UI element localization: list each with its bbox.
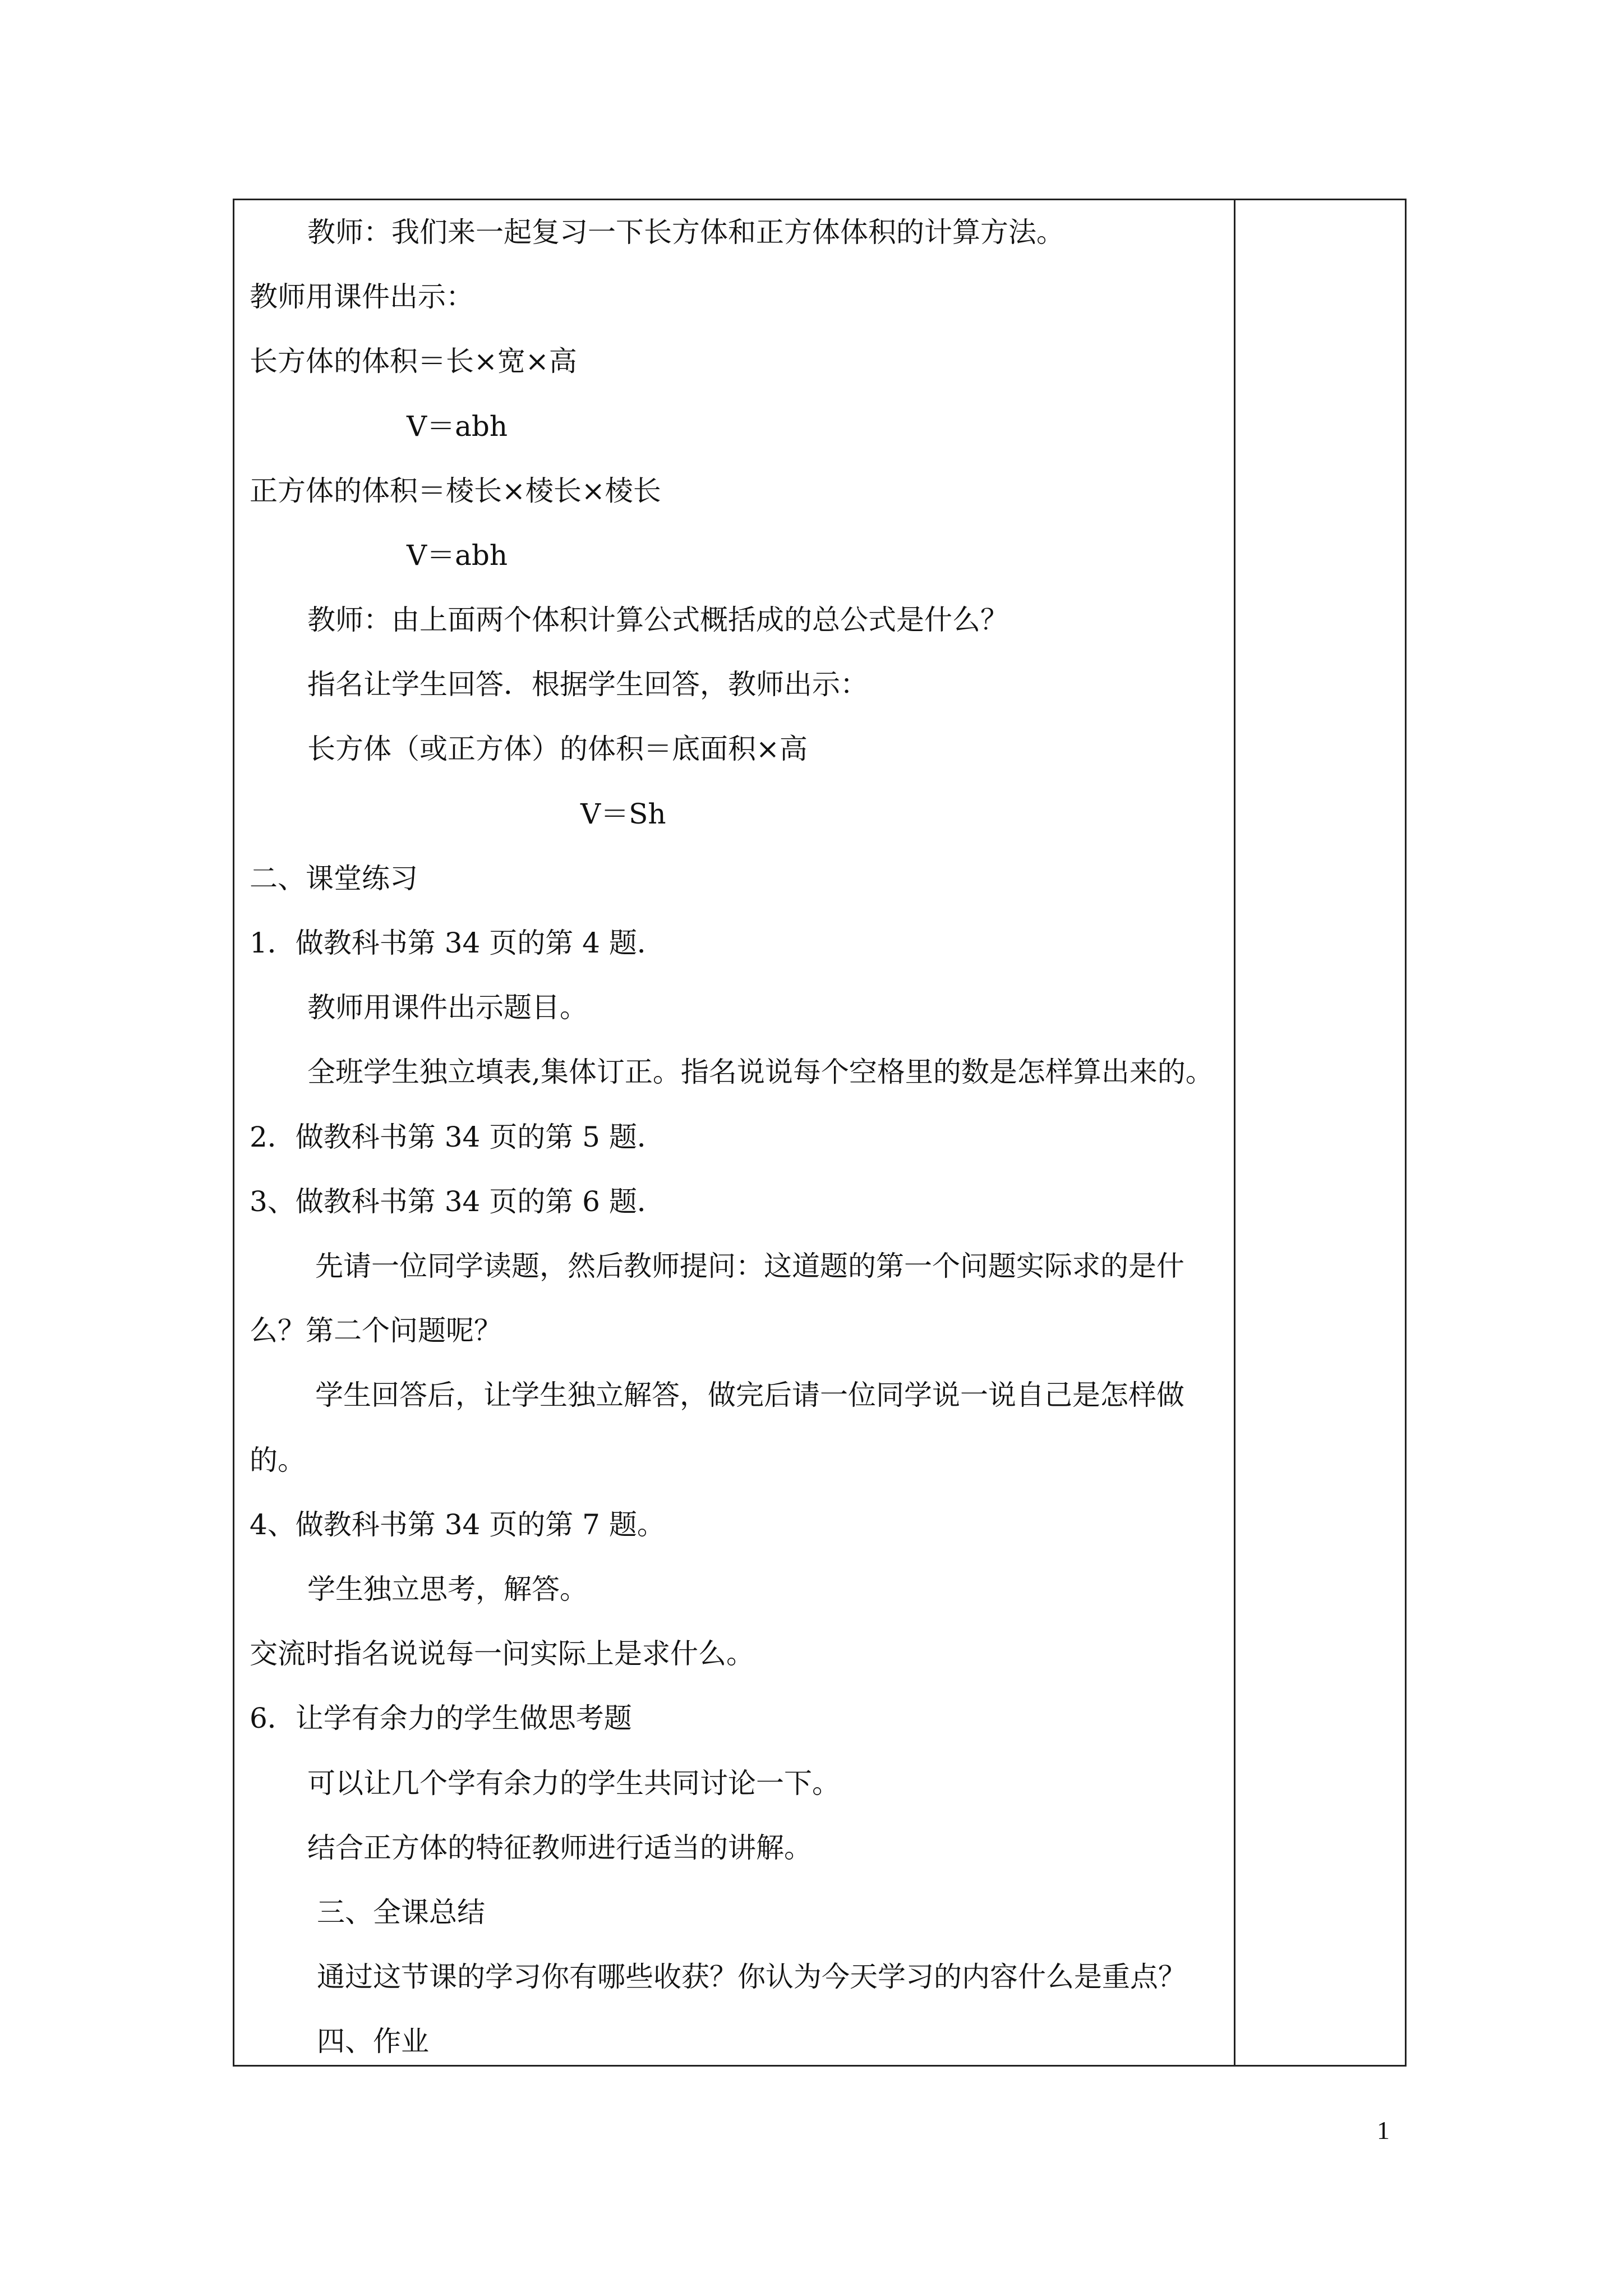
section-heading: 二、课堂练习 xyxy=(250,862,418,895)
text-line: 么？第二个问题呢？ xyxy=(250,1314,502,1347)
section-heading: 三、全课总结 xyxy=(317,1896,485,1929)
exercise-item: 4、做教科书第 34 页的第 7 题。 xyxy=(250,1508,665,1541)
text-line: 指名让学生回答．根据学生回答，教师出示： xyxy=(307,668,868,701)
text-line: 先请一位同学读题，然后教师提问：这道题的第一个问题实际求的是什 xyxy=(315,1250,1184,1282)
text-line: 学生回答后，让学生独立解答，做完后请一位同学说一说自己是怎样做 xyxy=(315,1379,1184,1411)
text-line: 通过这节课的学习你有哪些收获？你认为今天学习的内容什么是重点？ xyxy=(317,1961,1186,1993)
section-heading: 四、作业 xyxy=(317,2025,429,2058)
table-column-divider xyxy=(1234,199,1235,2067)
exercise-item: 1．做教科书第 34 页的第 4 题． xyxy=(250,927,665,959)
text-line: 可以让几个学有余力的学生共同讨论一下。 xyxy=(307,1767,840,1800)
text-line: 结合正方体的特征教师进行适当的讲解。 xyxy=(307,1832,812,1864)
formula-line: V＝abh xyxy=(407,410,508,443)
text-line: 教师：我们来一起复习一下长方体和正方体体积的计算方法。 xyxy=(307,216,1064,249)
page-number: 1 xyxy=(1377,2116,1390,2145)
text-line: 教师：由上面两个体积计算公式概括成的总公式是什么？ xyxy=(307,604,1008,636)
text-line: 教师用课件出示题目。 xyxy=(307,991,588,1024)
text-line: 正方体的体积＝棱长×棱长×棱长 xyxy=(250,475,661,507)
exercise-item: 3、做教科书第 34 页的第 6 题． xyxy=(250,1185,665,1218)
text-line: 长方体的体积＝长×宽×高 xyxy=(250,345,577,378)
text-line: 交流时指名说说每一问实际上是求什么。 xyxy=(250,1637,754,1670)
text-line: 学生独立思考，解答。 xyxy=(307,1573,588,1605)
exercise-item: 6．让学有余力的学生做思考题 xyxy=(250,1702,632,1734)
text-line: 全班学生独立填表,集体订正。指名说说每个空格里的数是怎样算出来的。 xyxy=(307,1056,1214,1088)
text-line: 长方体（或正方体）的体积＝底面积×高 xyxy=(307,733,808,765)
text-line: 的。 xyxy=(250,1444,306,1476)
formula-line: V＝Sh xyxy=(580,798,666,830)
formula-line: V＝abh xyxy=(407,539,508,572)
text-line: 教师用课件出示： xyxy=(250,280,474,313)
exercise-item: 2．做教科书第 34 页的第 5 题． xyxy=(250,1121,665,1153)
